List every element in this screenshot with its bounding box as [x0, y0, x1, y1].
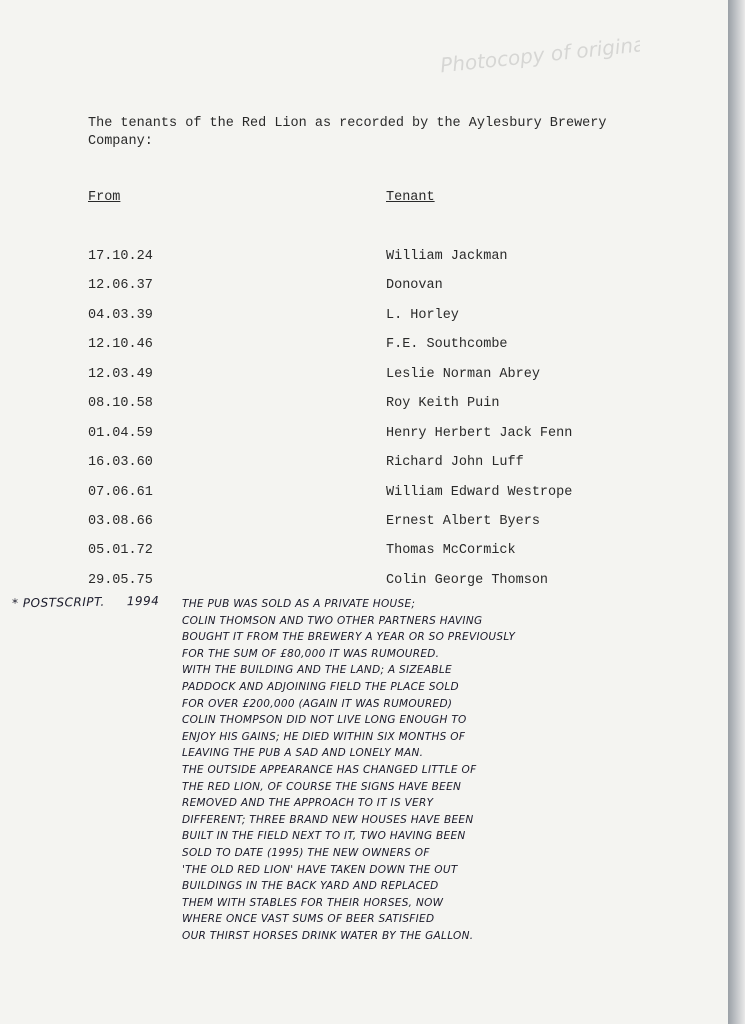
tenant-name: Ernest Albert Byers [386, 514, 540, 529]
tenancy-row [88, 455, 608, 473]
postscript-line: COLIN THOMSON AND TWO OTHER PARTNERS HAVING [182, 614, 483, 627]
tenant-name: Leslie Norman Abrey [386, 367, 540, 382]
tenancy-row [88, 426, 608, 444]
tenancy-date: 08.10.58 [88, 396, 153, 411]
tenancy-date: 12.10.46 [88, 337, 153, 352]
postscript-line: THE OUTSIDE APPEARANCE HAS CHANGED LITTLE OF [182, 763, 477, 776]
tenancy-date: 17.10.24 [88, 249, 153, 264]
tenant-name: Donovan [386, 278, 443, 293]
tenant-name: Roy Keith Puin [386, 396, 500, 411]
tenancy-row [88, 308, 608, 326]
tenancy-date: 12.06.37 [88, 278, 153, 293]
tenant-name: William Edward Westrope [386, 485, 573, 500]
tenancy-row [88, 367, 608, 385]
tenancy-row [88, 249, 608, 267]
postscript-line: 'THE OLD RED LION' HAVE TAKEN DOWN THE OUT [182, 863, 458, 876]
postscript-line: BOUGHT IT FROM THE BREWERY A YEAR OR SO PREVIOUSLY [182, 631, 516, 644]
tenancy-date: 04.03.39 [88, 308, 153, 323]
tenant-name: William Jackman [386, 249, 508, 264]
postscript-label [12, 594, 160, 611]
tenant-name: Henry Herbert Jack Fenn [386, 426, 573, 441]
tenancy-date: 12.03.49 [88, 367, 153, 382]
postscript-line: WITH THE BUILDING AND THE LAND; A SIZEABLE [182, 664, 452, 677]
document-heading: The tenants of the Red Lion as recorded by the Aylesbury Brewery Company: [88, 116, 607, 149]
scanner-edge [728, 0, 745, 1024]
tenancy-date: 07.06.61 [88, 485, 153, 500]
postscript-line: WHERE ONCE VAST SUMS OF BEER SATISFIED [182, 913, 435, 926]
postscript-line: PADDOCK AND ADJOINING FIELD THE PLACE SOLD [182, 680, 459, 693]
postscript-line: ENJOY HIS GAINS; HE DIED WITHIN SIX MONTHS OF [182, 730, 466, 743]
tenancy-row [88, 514, 608, 532]
postscript-line: OUR THIRST HORSES DRINK WATER BY THE GALLON. [182, 929, 474, 942]
tenancy-date: 01.04.59 [88, 426, 153, 441]
postscript-line: SOLD TO DATE (1995) THE NEW OWNERS OF [182, 846, 430, 859]
tenancy-date: 03.08.66 [88, 514, 153, 529]
postscript-line: FOR OVER £200,000 (AGAIN IT WAS RUMOURED) [182, 697, 453, 710]
tenancy-row [88, 573, 608, 591]
tenancy-date: 29.05.75 [88, 573, 153, 588]
tenancy-date: 16.03.60 [88, 455, 153, 470]
postscript-line: THE PUB WAS SOLD AS A PRIVATE HOUSE; [182, 598, 416, 610]
tenant-name: F.E. Southcombe [386, 337, 508, 352]
postscript-line: COLIN THOMPSON DID NOT LIVE LONG ENOUGH TO [182, 714, 467, 727]
postscript-year: 1994 [126, 593, 160, 609]
tenancy-row [88, 337, 608, 355]
tenancy-row [88, 485, 608, 503]
handwritten-postscript [182, 596, 662, 944]
column-header-from: From [88, 190, 121, 205]
postscript-line: THE RED LION, OF COURSE THE SIGNS HAVE BEEN [182, 780, 462, 793]
postscript-line: FOR THE SUM OF £80,000 IT WAS RUMOURED. [182, 647, 440, 660]
tenant-name: L. Horley [386, 308, 459, 323]
postscript-line: BUILT IN THE FIELD NEXT TO IT, TWO HAVING BEEN [182, 830, 466, 843]
tenancy-row [88, 396, 608, 414]
postscript-title: * POSTSCRIPT. [11, 594, 105, 611]
tenant-name: Richard John Luff [386, 455, 524, 470]
tenancy-row [88, 543, 608, 561]
column-header-tenant: Tenant [386, 190, 435, 205]
ghost-text: Photocopy of original [440, 31, 640, 78]
postscript-line: REMOVED AND THE APPROACH TO IT IS VERY [182, 797, 434, 810]
tenant-name: Colin George Thomson [386, 573, 549, 588]
postscript-line: DIFFERENT; THREE BRAND NEW HOUSES HAVE BEEN [182, 813, 474, 826]
postscript-line: LEAVING THE PUB A SAD AND LONELY MAN. [182, 747, 424, 760]
postscript-line: THEM WITH STABLES FOR THEIR HORSES, NOW [182, 896, 444, 909]
tenant-name: Thomas McCormick [386, 543, 516, 558]
postscript-line: BUILDINGS IN THE BACK YARD AND REPLACED [182, 880, 439, 893]
tenancy-date: 05.01.72 [88, 543, 153, 558]
faint-show-through-text [440, 28, 640, 88]
tenancy-row [88, 278, 608, 296]
